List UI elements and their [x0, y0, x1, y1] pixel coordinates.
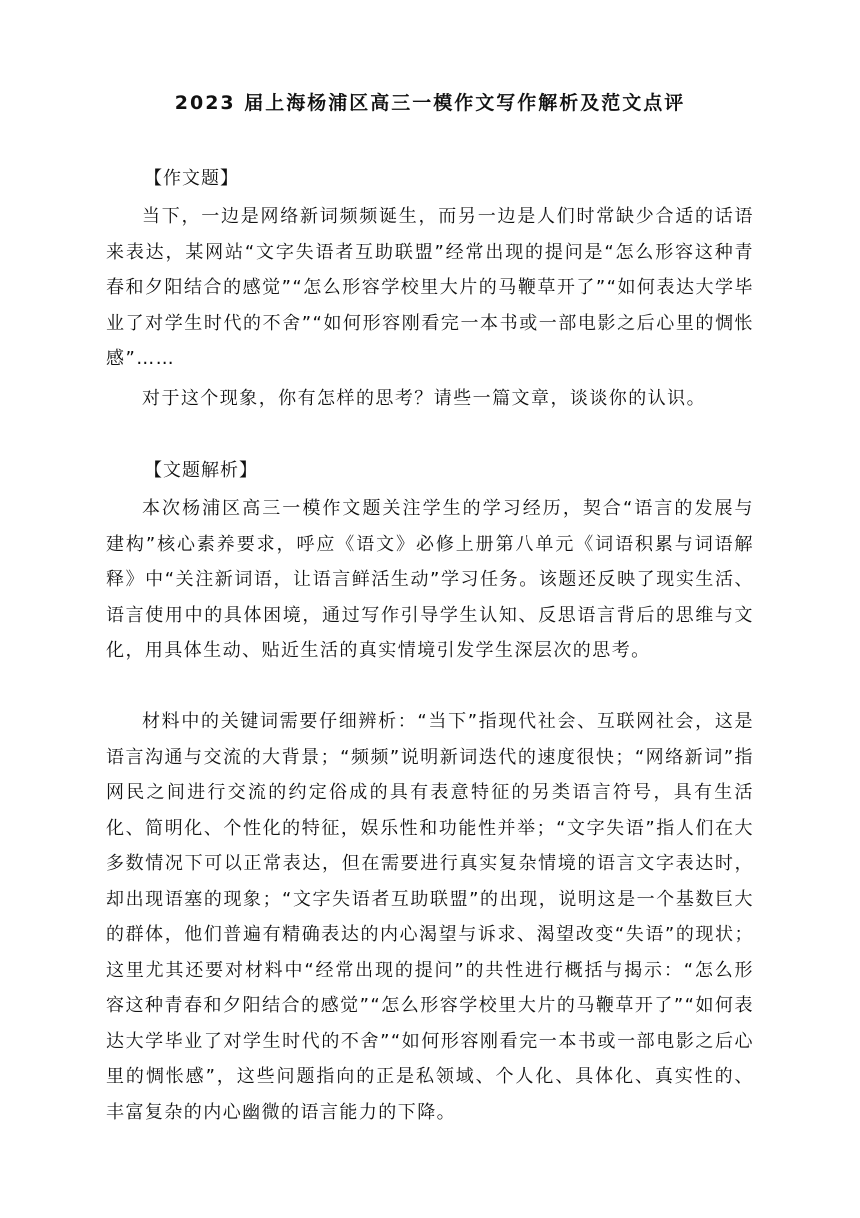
analysis-section-heading: 【文题解析】 [144, 460, 258, 481]
prompt-paragraph-1: 当下，一边是网络新词频频诞生，而另一边是人们时常缺少合适的话语来表达，某网站“文字失语者互助联盟”经常出现的提问是“怎么形容这种青春和夕阳结合的感觉”“怎么形容学校里大片的马鞭草开了”“如何表达大学毕业了对学生时代的不舍”“如何形容刚看完一本书或一部电影之后心里的惆怅感”…… [106, 206, 754, 369]
analysis-paragraph-1: 本次杨浦区高三一模作文题关注学生的学习经历，契合“语言的发展与建构”核心素养要求，呼应《语文》必修上册第八单元《词语积累与词语解释》中“关注新词语，让语言鲜活生动”学习任务。该题还反映了现实生活、语言使用中的具体困境，通过写作引导学生认知、反思语言背后的思维与文化，用具体生动、贴近生活的真实情境引发学生深层次的思考。 [106, 498, 754, 661]
prompt-paragraph-2: 对于这个现象，你有怎样的思考？请些一篇文章，谈谈你的认识。 [142, 388, 707, 409]
analysis-paragraph-2: 材料中的关键词需要仔细辨析：“当下”指现代社会、互联网社会，这是语言沟通与交流的大背景；“频频”说明新词迭代的速度很快；“网络新词”指网民之间进行交流的约定俗成的具有表意特征的另类语言符号，具有生活化、简明化、个性化的特征，娱乐性和功能性并举；“文字失语”指人们在大多数情况下可以正常表达，但在需要进行真实复杂情境的语言文字表达时，却出现语塞的现象；“文字失语者互助联盟”的出现，说明这是一个基数巨大的群体，他们普遍有精确表达的内心渴望与诉求、渴望改变“失语”的现状；这里尤其还要对材料中“经常出现的提问”的共性进行概括与揭示：“怎么形容这种青春和夕阳结合的感觉”“怎么形容学校里大片的马鞭草开了”“如何表达大学毕业了对学生时代的不舍”“如何形容刚看完一本书或一部电影之后心里的惆怅感”，这些问题指向的正是私领域、个人化、具体化、真实性的、丰富复杂的内心幽微的语言能力的下降。 [106, 711, 754, 1123]
prompt-section-heading: 【作文题】 [144, 168, 239, 189]
document-title: 2023 届上海杨浦区高三一模作文写作解析及范文点评 [174, 92, 686, 114]
